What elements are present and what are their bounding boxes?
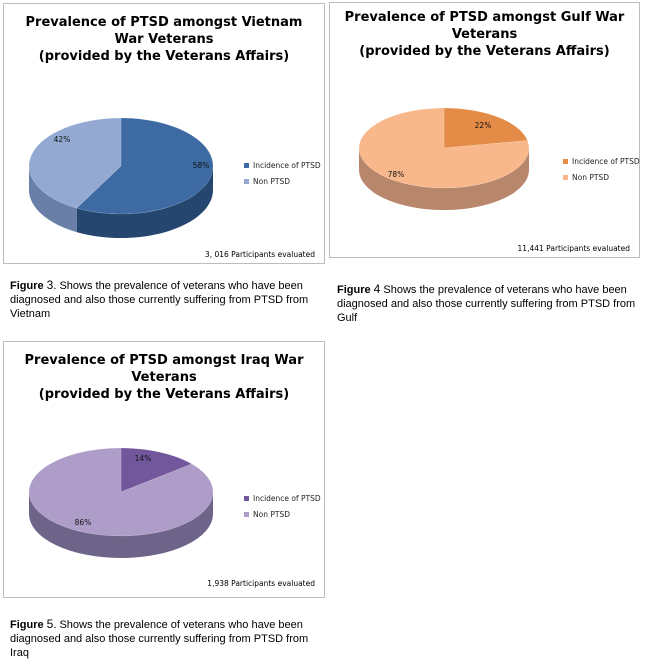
legend-label: Incidence of PTSD <box>253 160 321 170</box>
pie-value-label: 22% <box>474 121 492 130</box>
legend-swatch <box>563 159 568 164</box>
figure-caption-5 <box>10 617 325 660</box>
figure-number: 5 <box>46 617 54 631</box>
figure-caption-4 <box>337 282 642 325</box>
chart-panel-gulf <box>329 2 640 258</box>
legend-swatch <box>244 512 249 517</box>
pie-chart <box>330 3 641 259</box>
chart-title-line: Veterans <box>451 27 518 42</box>
pie-value-label: 58% <box>192 161 210 170</box>
legend-label: Incidence of PTSD <box>572 156 640 166</box>
chart-title-line: Veterans <box>131 370 197 385</box>
legend-item-non-ptsd <box>563 169 640 185</box>
legend-swatch <box>244 163 249 168</box>
figure-label: Figure <box>10 280 47 292</box>
legend-label: Non PTSD <box>572 172 609 182</box>
legend-swatch <box>244 179 249 184</box>
caption-text: Shows the prevalence of veterans who have been diagnosed and also those currently suffering from PTSD from Gulf <box>337 284 636 324</box>
chart-title-line: Prevalence of PTSD amongst Gulf War <box>344 10 625 25</box>
figure-number: 3 <box>46 278 54 292</box>
chart-title-line: (provided by the Veterans Affairs) <box>359 44 610 59</box>
caption-text: . Shows the prevalence of veterans who have been diagnosed and also those currently suffering from PTSD from Iraq <box>10 619 309 659</box>
participants-note: 3, 016 Participants evaluated <box>204 250 315 259</box>
chart-title-line: (provided by the Veterans Affairs) <box>38 387 290 402</box>
pie-value-label: 42% <box>53 135 71 144</box>
participants-note: 11,441 Participants evaluated <box>517 244 630 253</box>
chart-panel-iraq <box>3 341 325 598</box>
legend-item-incidence <box>244 490 321 506</box>
chart-title-line: Prevalence of PTSD amongst Iraq War <box>24 353 304 368</box>
chart-title-line: War Veterans <box>114 32 214 47</box>
legend-item-non-ptsd <box>244 173 321 189</box>
figure-label: Figure <box>337 284 374 296</box>
chart-legend <box>244 490 321 522</box>
pie-value-label: 86% <box>74 518 92 527</box>
pie-value-label: 78% <box>387 170 405 179</box>
legend-item-non-ptsd <box>244 506 321 522</box>
figure-number: 4 <box>373 282 381 296</box>
legend-label: Incidence of PTSD <box>253 493 321 503</box>
figure-caption-3 <box>10 278 325 321</box>
chart-legend <box>244 157 321 189</box>
caption-text: . Shows the prevalence of veterans who have been diagnosed and also those currently suffering from PTSD from Vietnam <box>10 280 309 320</box>
pie-value-label: 14% <box>134 454 152 463</box>
legend-swatch <box>244 496 249 501</box>
figure-label: Figure <box>10 619 47 631</box>
participants-note: 1,938 Participants evaluated <box>207 579 315 588</box>
legend-label: Non PTSD <box>253 509 290 519</box>
chart-title-line: (provided by the Veterans Affairs) <box>38 49 290 64</box>
legend-item-incidence <box>563 153 640 169</box>
chart-legend <box>563 153 640 185</box>
chart-title-line: Prevalence of PTSD amongst Vietnam <box>25 15 303 30</box>
pie-chart <box>4 342 326 599</box>
legend-item-incidence <box>244 157 321 173</box>
pie-chart <box>4 4 326 265</box>
legend-swatch <box>563 175 568 180</box>
chart-panel-vietnam <box>3 3 325 264</box>
legend-label: Non PTSD <box>253 176 290 186</box>
